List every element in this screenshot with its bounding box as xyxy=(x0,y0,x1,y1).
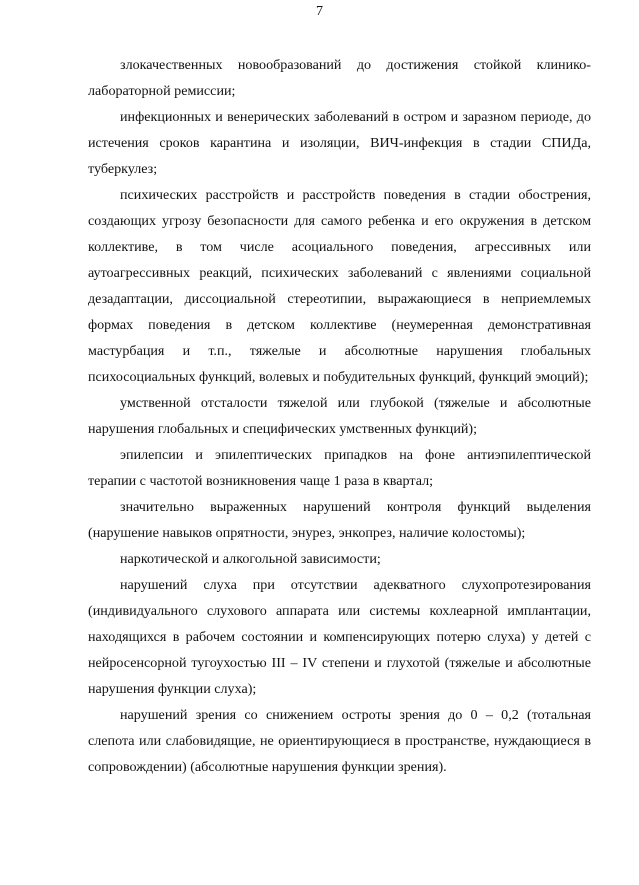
paragraph-mental-disorders: психических расстройств и расстройств поведения в стадии обострения, создающих угрозу безопасности для самого ребенка и его окружения в детском коллективе, в том числе асоциального поведения, агрессивных или аутоагрессивных реакций, психических заболеваний с явлениями социальной дезадаптации, диссоциальной стереотипии, выражающиеся в неприемлемых формах поведения в детском коллективе (неумеренная демонстративная мастурбация и т.п., тяжелые и абсолютные нарушения глобальных психосоциальных функций, волевых и побудительных функций, функций эмоций); xyxy=(88,187,591,385)
paragraph-intellectual-disability: умственной отсталости тяжелой или глубокой (тяжелые и абсолютные нарушения глобальных и специфических умственных функций); xyxy=(88,395,591,437)
paragraph-hearing-impairment: нарушений слуха при отсутствии адекватного слухопротезирования (индивидуального слухового аппарата или системы кохлеарной имплантации, находящихся в рабочем состоянии и компенсирующих потерю слуха) у детей с нейросенсорной тугоухостью III – IV степени и глухотой (тяжелые и абсолютные нарушения функции слуха); xyxy=(88,577,591,697)
document-body xyxy=(88,52,591,780)
paragraph-addiction: наркотической и алкогольной зависимости; xyxy=(120,551,381,567)
page-number: 7 xyxy=(316,4,323,19)
paragraph-excretion-disorders: значительно выраженных нарушений контроля функций выделения (нарушение навыков опрятности, энурез, энкопрез, наличие колостомы); xyxy=(88,499,591,541)
paragraph-malignant-neoplasms: злокачественных новообразований до достижения стойкой клинико-лабораторной ремиссии; xyxy=(88,57,591,99)
paragraph-infectious-diseases: инфекционных и венерических заболеваний в остром и заразном периоде, до истечения сроков карантина и изоляции, ВИЧ-инфекция в стадии СПИДа, туберкулез; xyxy=(88,109,591,177)
paragraph-vision-impairment: нарушений зрения со снижением остроты зрения до 0 – 0,2 (тотальная слепота или слабовидящие, не ориентирующиеся в пространстве, нуждающиеся в сопровождении) (абсолютные нарушения функции зрения). xyxy=(88,707,591,775)
paragraph-epilepsy: эпилепсии и эпилептических припадков на фоне антиэпилептической терапии с частотой возникновения чаще 1 раза в квартал; xyxy=(88,447,591,489)
